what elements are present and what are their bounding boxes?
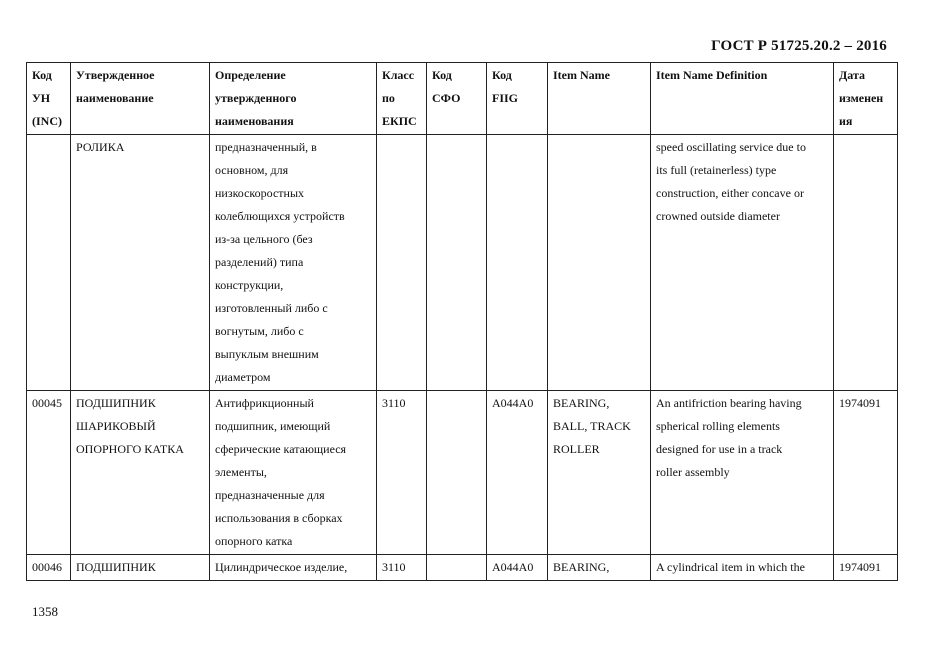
cell-change-date: 1974091 bbox=[834, 391, 898, 555]
cell-definition: Цилиндрическое изделие, bbox=[210, 555, 377, 581]
cell-change-date bbox=[834, 135, 898, 391]
cell-ekps-class: 3110 bbox=[377, 555, 427, 581]
cell-definition: предназначенный, в основном, для низкоскоростных колеблющихся устройств из-за цельного (без разделений) типа конструкции, изготовленный либо с вогнутым, либо с выпуклым внешним диаметром bbox=[210, 135, 377, 391]
header-item-name: Item Name bbox=[548, 63, 651, 135]
cell-item-name-definition: An antifriction bearing having spherical rolling elements designed for use in a track roller assembly bbox=[651, 391, 834, 555]
nomenclature-table bbox=[26, 62, 898, 581]
header-change-date: Дата изменен ия bbox=[834, 63, 898, 135]
header-ekps-class: Класс по ЕКПС bbox=[377, 63, 427, 135]
cell-item-name bbox=[548, 135, 651, 391]
table-row bbox=[27, 391, 898, 555]
cell-change-date: 1974091 bbox=[834, 555, 898, 581]
header-sfo-code: Код СФО bbox=[427, 63, 487, 135]
cell-inc bbox=[27, 135, 71, 391]
cell-ekps-class: 3110 bbox=[377, 391, 427, 555]
cell-item-name-definition: A cylindrical item in which the bbox=[651, 555, 834, 581]
table-row bbox=[27, 555, 898, 581]
cell-item-name: BEARING, BALL, TRACK ROLLER bbox=[548, 391, 651, 555]
header-item-name-definition: Item Name Definition bbox=[651, 63, 834, 135]
cell-sfo-code bbox=[427, 135, 487, 391]
standard-title: ГОСТ Р 51725.20.2 – 2016 bbox=[711, 38, 887, 54]
cell-sfo-code bbox=[427, 555, 487, 581]
header-fiig-code: Код FIIG bbox=[487, 63, 548, 135]
cell-approved-name: ПОДШИПНИК bbox=[71, 555, 210, 581]
cell-item-name: BEARING, bbox=[548, 555, 651, 581]
header-inc-code: Код УН (INC) bbox=[27, 63, 71, 135]
cell-fiig-code bbox=[487, 135, 548, 391]
table-row bbox=[27, 135, 898, 391]
cell-approved-name: ПОДШИПНИК ШАРИКОВЫЙ ОПОРНОГО КАТКА bbox=[71, 391, 210, 555]
cell-approved-name: РОЛИКА bbox=[71, 135, 210, 391]
cell-inc: 00045 bbox=[27, 391, 71, 555]
cell-definition: Антифрикционный подшипник, имеющий сферические катающиеся элементы, предназначенные для использования в сборках опорного катка bbox=[210, 391, 377, 555]
cell-sfo-code bbox=[427, 391, 487, 555]
cell-fiig-code: A044A0 bbox=[487, 555, 548, 581]
cell-item-name-definition: speed oscillating service due to its full (retainerless) type construction, either concave or crowned outside diameter bbox=[651, 135, 834, 391]
header-approved-name: Утвержденное наименование bbox=[71, 63, 210, 135]
header-definition: Определение утвержденного наименования bbox=[210, 63, 377, 135]
cell-fiig-code: A044A0 bbox=[487, 391, 548, 555]
page-number: 1358 bbox=[32, 604, 58, 619]
cell-inc: 00046 bbox=[27, 555, 71, 581]
table-header-row bbox=[27, 63, 898, 135]
cell-ekps-class bbox=[377, 135, 427, 391]
